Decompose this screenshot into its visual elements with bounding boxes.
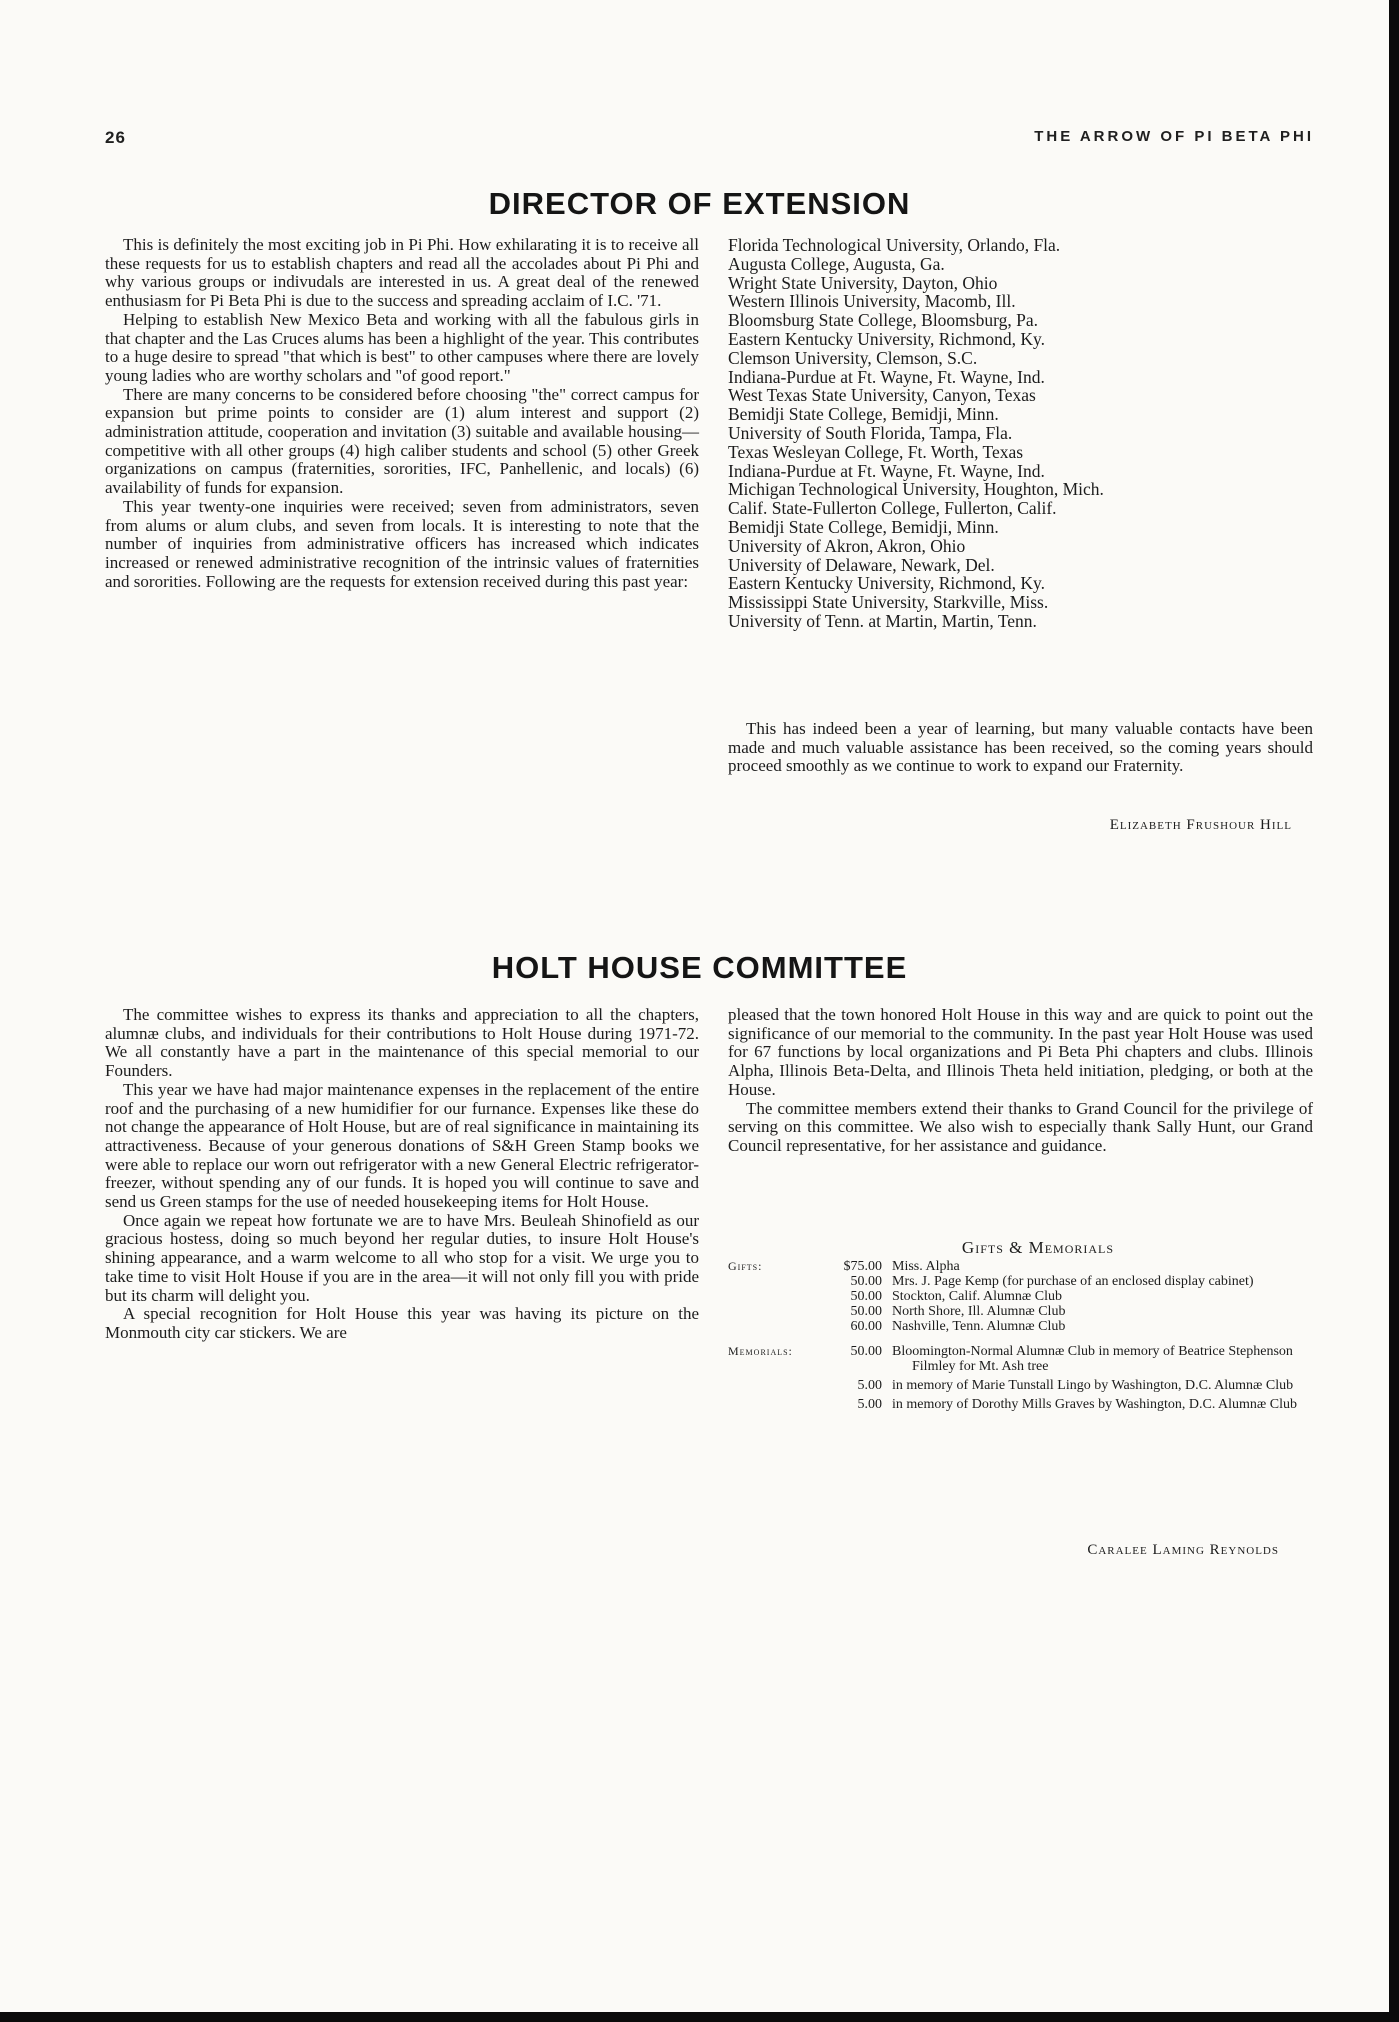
gift-description: Mrs. J. Page Kemp (for purchase of an enclosed display cabinet): [892, 1274, 1254, 1289]
gift-row: [728, 1274, 1308, 1289]
holt-paragraph-3: Once again we repeat how fortunate we are to have Mrs. Beuleah Shinofield as our gracious hostess, doing so much beyond her regular duties, to insure Holt House's shining appearance, and a warm welcome to all who stop for a visit. We urge you to take time to visit Holt House if you are in the area—it will not only fill you with pride but its charm will delight you.: [105, 1210, 699, 1305]
gift-amount: 60.00: [850, 1319, 882, 1334]
holt-paragraph-1: The committee wishes to express its thanks and appreciation to all the chapters, alumnæ clubs, and individuals for their contributions to Holt House during 1971-72. We all constantly have a part in the maintenance of this special memorial to our Founders.: [105, 1005, 699, 1081]
request-item: Wright State University, Dayton, Ohio: [728, 272, 998, 293]
request-item: Florida Technological University, Orlando, Fla.: [728, 235, 1061, 255]
gift-amount: $75.00: [843, 1259, 882, 1274]
gift-description: Nashville, Tenn. Alumnæ Club: [892, 1319, 1066, 1334]
request-item: University of Tenn. at Martin, Martin, Tenn.: [728, 610, 1037, 631]
gift-description: Stockton, Calif. Alumnæ Club: [892, 1289, 1062, 1304]
holt-left-column: [105, 1006, 699, 1343]
gift-amount: 50.00: [850, 1289, 882, 1304]
running-head: THE ARROW OF PI BETA PHI: [1034, 128, 1314, 145]
gift-amount: 50.00: [850, 1304, 882, 1319]
request-item: Eastern Kentucky University, Richmond, Ky.: [728, 328, 1046, 349]
extension-closing-paragraph: This has indeed been a year of learning, but many valuable contacts have been made and much valuable assistance has been received, so the coming years should proceed smoothly as we continue to work to expand our Fraternity.: [728, 719, 1313, 776]
memorial-description: in memory of Dorothy Mills Graves by Washington, D.C. Alumnæ Club: [892, 1397, 1297, 1412]
request-item: West Texas State University, Canyon, Texas: [728, 385, 1036, 406]
extension-paragraph-4: This year twenty-one inquiries were received; seven from administrators, seven from alums or alum clubs, and seven from locals. It is interesting to note that the number of inquiries from administrative officers has increased which indicates increased or renewed administrative recognition of the intrinsic values of fraternities and sororities. Following are the requests for extension received during this past year:: [105, 496, 699, 591]
memorials-label: Memorials:: [728, 1344, 793, 1358]
holt-paragraph-6: The committee members extend their thanks to Grand Council for the privilege of serving on this committee. We also wish to especially thank Sally Hunt, our Grand Council representative, for her assistance and guidance.: [728, 1098, 1313, 1155]
extension-left-column: [105, 236, 699, 591]
memorial-amount: 50.00: [850, 1344, 882, 1359]
request-item: University of Akron, Akron, Ohio: [728, 535, 966, 556]
request-item: Indiana-Purdue at Ft. Wayne, Ft. Wayne, Ind.: [728, 460, 1045, 481]
holt-paragraph-2: This year we have had major maintenance expenses in the replacement of the entire roof and the purchasing of a new humidifier for our furnance. Expenses like these do not change the appearance of Holt House, but are of real significance in maintaining its attractiveness. Because of your generous donations of S&H Green Stamp books we were able to replace our worn out refrigerator with a new General Electric refrigerator-freezer, without spending any of our funds. It is hoped you will continue to save and send us Green stamps for the use of needed housekeeping items for Holt House.: [105, 1079, 699, 1212]
holt-signature: Caralee Laming Reynolds: [1087, 1542, 1279, 1558]
memorial-amount: 5.00: [857, 1378, 882, 1393]
memorial-description: Bloomington-Normal Alumnæ Club in memory of Beatrice Stephenson Filmley for Mt. Ash tree: [892, 1344, 1293, 1374]
gift-row: [728, 1319, 1308, 1334]
extension-paragraph-1: This is definitely the most exciting job in Pi Phi. How exhilarating it is to receive all these requests for us to establish chapters and read all the accolades about Pi Phi and why various groups or indivudals are interested in us. A great deal of the renewed enthusiasm for Pi Beta Phi is due to the success and spreading acclaim of I.C. '71.: [105, 235, 699, 311]
gift-description: Miss. Alpha: [892, 1259, 960, 1274]
request-item: Eastern Kentucky University, Richmond, Ky.: [728, 573, 1046, 594]
gifts-memorials-heading: Gifts & Memorials: [961, 1238, 1115, 1257]
gift-row: [728, 1304, 1308, 1319]
gift-row: [728, 1289, 1308, 1304]
request-item: Michigan Technological University, Houghton, Mich.: [728, 479, 1104, 500]
extension-paragraph-3: There are many concerns to be considered before choosing "the" correct campus for expansion but prime points to consider are (1) alum interest and support (2) administration attitude, cooperation and invitation (3) suitable and available housing—competitive with all other groups (4) high caliber students and school (5) other Greek organizations on campus (fraternities, sororities, IFC, Panhellenic, and locals) (6) availability of funds for expansion.: [105, 384, 699, 498]
request-item: University of South Florida, Tampa, Fla.: [728, 422, 1013, 443]
request-item: Augusta College, Augusta, Ga.: [728, 253, 945, 274]
gifts-label: Gifts:: [728, 1259, 763, 1273]
request-item: Mississippi State University, Starkville, Miss.: [728, 592, 1049, 613]
extension-request-list: [728, 236, 1313, 631]
gift-amount: 50.00: [850, 1274, 882, 1289]
request-item: Calif. State-Fullerton College, Fullerton, Calif.: [728, 498, 1057, 519]
request-item: Texas Wesleyan College, Ft. Worth, Texas: [728, 441, 1024, 462]
request-item: Indiana-Purdue at Ft. Wayne, Ft. Wayne, Ind.: [728, 366, 1045, 387]
request-item: Bemidji State College, Bemidji, Minn.: [728, 516, 999, 537]
page-number: 26: [105, 128, 126, 147]
memorial-row: [728, 1378, 1308, 1393]
memorial-row: [728, 1397, 1308, 1412]
request-item: Clemson University, Clemson, S.C.: [728, 347, 978, 368]
extension-signature: Elizabeth Frushour Hill: [1109, 817, 1292, 833]
memorial-description: in memory of Marie Tunstall Lingo by Washington, D.C. Alumnæ Club: [892, 1378, 1294, 1393]
extension-paragraph-2: Helping to establish New Mexico Beta and working with all the fabulous girls in that chapter and the Las Cruces alums has been a highlight of the year. This contributes to a huge desire to spread "that which is best" to other campuses where there are lovely young ladies who are worthy scholars and "of good report.": [105, 309, 699, 385]
gifts-memorials-table: [728, 1240, 1308, 1412]
request-item: University of Delaware, Newark, Del.: [728, 554, 995, 575]
memorial-amount: 5.00: [857, 1397, 882, 1412]
gift-description: North Shore, Ill. Alumnæ Club: [892, 1304, 1066, 1319]
request-item: Bemidji State College, Bemidji, Minn.: [728, 404, 999, 425]
extension-closing: [728, 720, 1313, 776]
holt-paragraph-5: pleased that the town honored Holt House in this way and are quick to point out the significance of our memorial to the community. In the past year Holt House was used for 67 functions by local organizations and Pi Beta Phi chapters and clubs. Illinois Alpha, Illinois Beta-Delta, and Illinois Theta held initiation, pledging, or both at the House.: [728, 1005, 1313, 1099]
request-item: Bloomsburg State College, Bloomsburg, Pa.: [728, 310, 1038, 331]
gift-row: [728, 1259, 1308, 1274]
extension-title: DIRECTOR OF EXTENSION: [488, 186, 911, 221]
holt-paragraph-4: A special recognition for Holt House this year was having its picture on the Monmouth city car stickers. We are: [105, 1304, 699, 1342]
request-item: Western Illinois University, Macomb, Ill.: [728, 291, 1016, 312]
holt-title: HOLT HOUSE COMMITTEE: [491, 950, 908, 985]
holt-right-column: [728, 1006, 1313, 1156]
memorial-row: [728, 1344, 1308, 1374]
